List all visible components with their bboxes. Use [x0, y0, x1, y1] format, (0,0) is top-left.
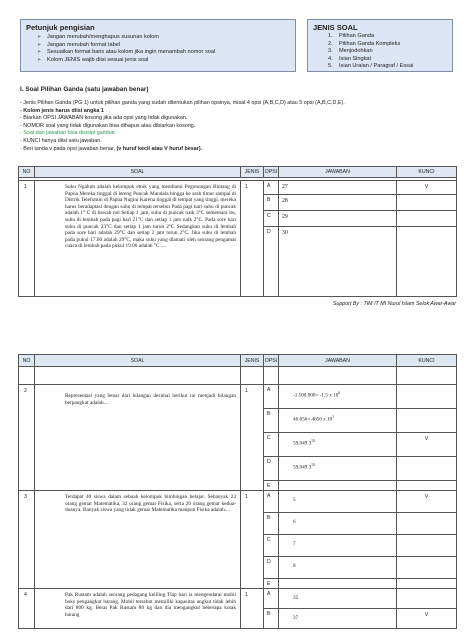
instruction-item: ➢ Sesuaikan format baris atau kolom jika ingin menambah nomor soal — [37, 49, 216, 56]
question-type-cell[interactable]: 1 — [241, 385, 264, 491]
answer-key-cell[interactable]: V — [397, 609, 457, 629]
header-jenis: JENIS — [241, 167, 264, 178]
option-label: A — [264, 385, 279, 409]
option-answer[interactable]: 6 — [279, 513, 397, 535]
answer-key-cell[interactable]: V — [397, 181, 457, 195]
section-instructions — [20, 100, 460, 153]
answer-key-cell[interactable] — [397, 579, 457, 589]
option-label: C — [264, 433, 279, 457]
header-jenis: JENIS — [241, 355, 264, 367]
instruction-item: ➢ Jangan merubah/menghapus susunan kolom — [37, 34, 159, 40]
option-answer[interactable]: 37 — [279, 609, 397, 629]
option-answer[interactable]: 35 — [279, 589, 397, 609]
question-type-item: 3. Menjodohkan — [328, 48, 373, 55]
option-label: B — [264, 609, 279, 629]
table-row — [19, 367, 457, 385]
header-kunci: KUNCI — [397, 355, 457, 367]
answer-key-cell[interactable] — [397, 211, 457, 227]
option-answer[interactable]: -1.500.000= -1,5 x $10^6$ — [279, 385, 397, 409]
instructions-list — [21, 34, 215, 64]
question-types-list — [308, 33, 413, 71]
support-credit: Support By : TIM IT MI Nurul Islam Selok Awar-Awar — [332, 301, 456, 307]
answer-key-cell[interactable] — [397, 481, 457, 491]
answer-key-cell[interactable] — [397, 557, 457, 579]
answer-key-cell[interactable] — [397, 227, 457, 297]
option-answer[interactable] — [279, 579, 397, 589]
option-label: C — [264, 211, 279, 227]
question-number: 1 — [19, 181, 35, 297]
header-jawaban: JAWABAN — [279, 355, 397, 367]
option-answer[interactable] — [279, 481, 397, 491]
option-label: B — [264, 513, 279, 535]
table-row — [19, 589, 457, 609]
instruction-line: - Beri tanda v pada opsi jawaban benar, (v huruf kecil atau V huruf besar). — [20, 145, 203, 152]
question-table-1 — [18, 166, 457, 297]
table-row — [19, 491, 457, 513]
answer-key-cell[interactable] — [397, 513, 457, 535]
header-soal: SOAL — [35, 167, 241, 178]
instruction-item: ➢ Kolom JENIS wajib diisi sesuai jenis soal — [37, 56, 149, 63]
option-label: B — [264, 195, 279, 211]
question-type-cell[interactable]: 1 — [241, 491, 264, 589]
instruction-line: - KUNCI hanya diisi satu jawaban. — [20, 137, 102, 144]
question-text[interactable]: Suku Ngalum adalah kelompok etnik yang mendiami Pegunungan Bintang di Papua Mereka tinggal di lereng Puncak Mandala hingga ke arah timur sampai di Distrik Telefomin di Papua Nugini Karena tinggal di tempat yang tinggi, mereka harus beradaptasi dengan suhu di tempat tersebut Pada pagi hari suhu di puncak adalah 1° C di bawah nol Setiap 1 jam, suhu di puncak naik 3°C sementara itu, suhu di lembah pada pagi hari 21°C dan setiap 1 jam naik 2°C. Pada sore hari suhu di puncak 23°C dan setiap 1 jam turun 2°C Sedangkan suhu di lembah pada sore hari adalah 29°C dan setiap 2 jam turun 2°C. Jika suhu di lembah pada pukul 17.00 adalah 29°C, maka suhu yang diamati oleh seorang pengamat cuaca di lembah pada pukul 19.00 adalah °C .... — [35, 181, 241, 297]
answer-key-cell[interactable] — [397, 195, 457, 211]
table-row — [19, 385, 457, 409]
question-number: 2 — [19, 385, 35, 491]
question-type-item: 5. Isian Uraian / Paragraf / Essai — [328, 63, 414, 70]
arrow-icon: ➢ — [37, 49, 42, 56]
option-label: D — [264, 457, 279, 481]
option-answer[interactable]: 27 — [279, 181, 397, 195]
answer-key-cell[interactable] — [397, 409, 457, 433]
instructions-box — [20, 19, 296, 72]
option-answer[interactable]: 59,049 $3^{10}$ — [279, 433, 397, 457]
option-label: E — [264, 579, 279, 589]
header-soal: SOAL — [35, 355, 241, 367]
option-answer[interactable]: 59,049 $3^{10}$ — [279, 457, 397, 481]
option-answer[interactable]: 28 — [279, 195, 397, 211]
answer-key-cell[interactable] — [397, 589, 457, 609]
option-label: A — [264, 589, 279, 609]
instructions-title: Petunjuk pengisian — [26, 23, 95, 32]
arrow-icon: ➢ — [37, 41, 42, 48]
header-opsi: OPSI — [264, 355, 279, 367]
option-label: A — [264, 491, 279, 513]
table-header-row — [19, 355, 457, 367]
option-answer[interactable]: 30 — [279, 227, 397, 297]
question-type-item: 1. Pilihan Ganda — [328, 33, 375, 39]
question-table-2 — [18, 354, 457, 629]
option-answer[interactable]: 46.656= 4656 x $10^1$ — [279, 409, 397, 433]
instruction-line: - Soal dan jawaban bisa disisipi gambar. — [20, 130, 117, 137]
option-label: D — [264, 227, 279, 297]
question-type-item: 4. Isian Singkat — [328, 55, 372, 62]
question-types-title: JENIS SOAL — [313, 23, 358, 32]
question-types-box — [307, 19, 453, 72]
option-label: A — [264, 181, 279, 195]
question-type-cell[interactable]: 1 — [241, 181, 264, 297]
question-text[interactable]: Pak Rustam adalah seorang pedagang keliling Tiap hari ia mengendarai mobil boks pengangkut barang. Mobil tersebut memiliki kapasitas angkut tidak lebih dari 800 kg. Berat Pak Rustam 80 kg dan dia mengangkut beberapa kotak barang — [35, 589, 241, 629]
header-no: NO — [19, 355, 35, 367]
option-label: D — [264, 557, 279, 579]
option-label: E — [264, 481, 279, 491]
header-kunci: KUNCI — [397, 167, 457, 178]
question-text[interactable]: Representasi yang benar dari bilangan desimal berikut ini menjadi bilangan berpangkat adalah.... — [35, 385, 241, 491]
instruction-line: - Jenis Pilihan Ganda (PG 1) untuk pilihan ganda yang sudah ditentukan pilihan opsinya, misal 4 opsi (A,B,C,D) atau 5 opsi (A,B,C,D,E). — [20, 100, 345, 106]
arrow-icon: ➢ — [37, 56, 42, 63]
question-number: 3 — [19, 491, 35, 589]
option-answer[interactable]: 5 — [279, 491, 397, 513]
instruction-line: - Biarkan OPSI JAWABAN kosong jika ada opsi yang tidak digunakan. — [20, 115, 188, 122]
section-title: I. Soal Pilihan Ganda (satu jawaban benar) — [20, 86, 149, 93]
instruction-item: ➢ Jangan merubah format tabel — [37, 41, 121, 48]
question-number: 4 — [19, 589, 35, 629]
answer-key-cell[interactable]: V — [397, 491, 457, 513]
question-text[interactable]: Terdapat 40 siswa dalam sebuah kelompok bimbingan belajar. Sebanyak 23 orang gemar Matematika, 32 orang gemar Fisika, serta 20 orang gemar kedua-duanya. Banyak siswa yang tidak gemar Matematika maupun Fisika adalah.... — [35, 491, 241, 589]
answer-key-cell[interactable] — [397, 385, 457, 409]
table-row — [19, 181, 457, 195]
option-answer[interactable]: 29 — [279, 211, 397, 227]
question-type-cell[interactable]: 1 — [241, 589, 264, 629]
option-label: B — [264, 409, 279, 433]
answer-key-cell[interactable]: V — [397, 433, 457, 457]
instruction-line: - Kolom jenis harus diisi angka 1 — [20, 107, 104, 114]
header-no: NO — [19, 167, 35, 178]
arrow-icon: ➢ — [37, 34, 42, 40]
instruction-line: - NOMOR soal yang tidak digunakan bisa dihapus atau dibiarkan kosong. — [20, 122, 196, 129]
table-header-row — [19, 167, 457, 178]
question-type-item: 2. Pilihan Ganda Kompleks — [328, 40, 401, 47]
answer-key-cell[interactable] — [397, 457, 457, 481]
option-answer[interactable]: 7 — [279, 535, 397, 557]
header-opsi: OPSI — [264, 167, 279, 178]
header-jawaban: JAWABAN — [279, 167, 397, 178]
option-label: C — [264, 535, 279, 557]
answer-key-cell[interactable] — [397, 535, 457, 557]
option-answer[interactable]: 8 — [279, 557, 397, 579]
